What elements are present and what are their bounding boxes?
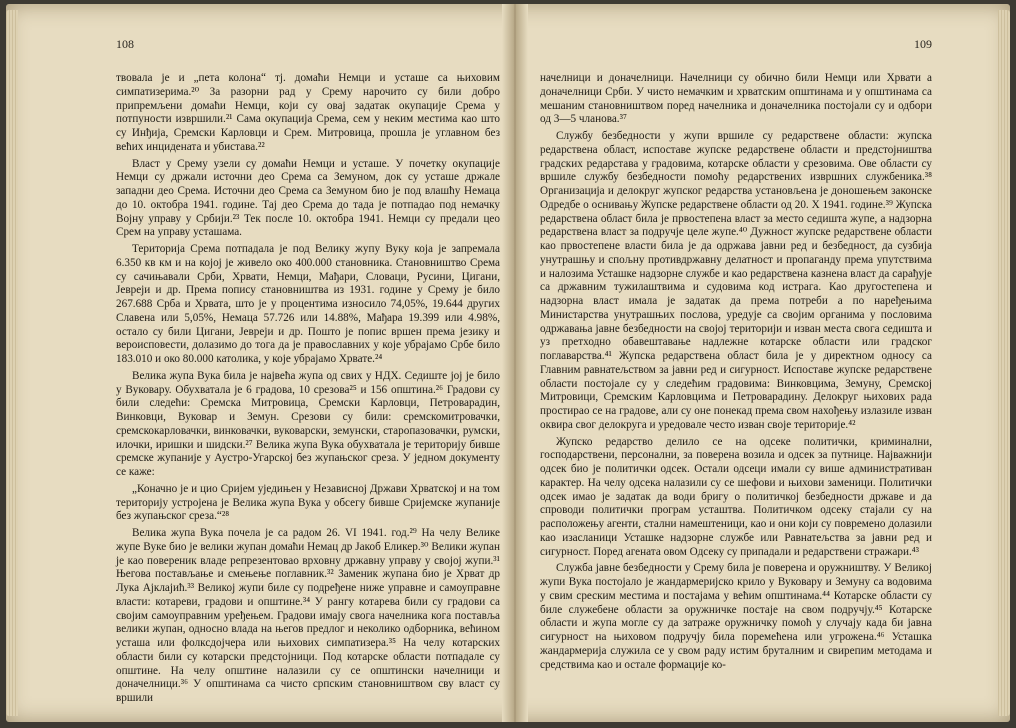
book-spread — [6, 4, 1010, 722]
paragraph: Службу безбедности у жупи вршиле су редарствене области: жупска редарствена област, испоставе жупске редарствене области и предстојништва градских редарстава у градовима, котарске области у срезовима. Ове области су вршиле службу безбедности помоћу редарствених извршних службеника.³⁸ Организација и делокруг жупског редарства установљена је доношењем законске Одредбе о оснивању Жупске редарствене области од 20. X 1941. године.³⁹ Жупска редарствена област била је првостепена власт за место седишта жупе, а надзорна редарствена власт за подручје целе жупе.⁴⁰ Дужност жупске редарствене области као првостепене власти била је да одржава јавни ред и безбедност, да сузбија унутрашњу и спољну противдржавну делатност и пропаганду према упутствима и налозима Усташке надзорне службе и као редарствена казнена власт да сарађује са државним тужилаштвима и судовима код истрага. Као другостепена и надзорна власт имала је задатак да према потреби а по наређењима Министарства унутрашњих послова, уредује са својим органима у пословима одржавања јавне безбедности на својој територији и изван места свога седишта и уз претходно обавештавање надлежне котарске области или градског поглаварства.⁴¹ Жупска редарствена област била је у директном односу са Главним равнатељством за јавни ред и сигурност. Испоставе жупске редарствене области постојале су у следећим градовима: Винковцима, Земуну, Сремској Митровици, Сремским Карловцима и Петроварадину. Делокруг њихових рада простирао се на градове, али су оне понекад према свом нахођењу излазиле изван оквира свог делокруга и уредовале често изван своје територије.⁴² — [540, 130, 932, 431]
page-number: 109 — [914, 37, 932, 51]
paragraph: Служба јавне безбедности у Срему била је поверена и оружништву. У Великој жупи Вука постојало је жандармеријско крило у Вуковару и Земуну са водовима у свим среским местима и постајама у већим општинама.⁴⁴ Котарске области су биле служебене области за оружничке постаје на свом подручју.⁴⁵ Котарске области и жупа могле су да затраже оружничку помоћ у случају када би јавна сигурност на њиховом подручју била поремећена или угрожена.⁴⁶ Усташка жандармерија служила се у свом раду истим бруталним и свирепим методама и средствима као и остале формације ко- — [540, 562, 932, 671]
page-edges-right — [998, 10, 1010, 716]
paragraph: Власт у Срему узели су домаћи Немци и усташе. У почетку окупације Немци су држали источни део Срема са Земуном, док су усташе држале западни део Срема. Источни део Срема са Земуном био је под влашћу Немаца до 10. октобра 1941. године. Тај део Срема до тада је потпадао под немачку Војну управу у Србији.²³ Тек после 10. октобра 1941. Немци су предали цео Срем на управу усташама. — [116, 157, 500, 239]
paragraph: Велика жупа Вука била је највећа жупа од свих у НДХ. Седиште јој је било у Вуковару. Обухватала је 6 градова, 10 срезова²⁵ и 156 општина.²⁶ Градови су били следећи: Сремска Митровица, Сремски Карловци, Петроварадин, Винковци, Вуковар и Земун. Срезови су били: сремскомитровачки, сремскокарловачки, винковачки, вуковарски, земунски, старопазовачки, румски, илочки, иришки и шидски.²⁷ Велика жупа Вука обухватала је територију бивше сремске жупаније у Аустро-Угарској без жупањског среза. У једном документу се каже: — [116, 369, 500, 478]
page-number: 108 — [116, 37, 134, 51]
paragraph: Велика жупа Вука почела је са радом 26. VI 1941. год.²⁹ На челу Велике жупе Вуке био је велики жупан домаћи Немац др Јакоб Еликер.³⁰ Велики жупан је као повереник владе репрезентовао врховну државну управу у својој жупи.³¹ Његова постављање и смењење поглавник.³² Заменик жупана био је Хрват др Лука Ајклајић.³³ Великој жупи биле су подређене ниже управне и самоуправне власти: котареви, градови и општине.³⁴ У рангу котарева били су градови са својим самоуправним уређењем. Градови имају свога начелника кога поставља велики жупан, односно влада на његов предлог и неколико одборника, већином усташа или фолксдојчера или њихових симпатизера.³⁵ На челу котарских области били су котарски предстојници. Под котарске области потпадале су општине. На челу општине налазили су се општински начелници и доначелници.³⁶ У општинама са чисто српским становништвом сву власт су вршили — [116, 527, 500, 704]
page-text — [540, 72, 932, 672]
paragraph: твовала је и „пета колона“ тј. домаћи Немци и усташе са њиховим симпатизерима.²⁰ За разорни рад у Срему нарочито су били добро припремљени домаћи Немци, који су овај задатак окупације Срема у потпуности извршили.²¹ Сама окупација Срема, сем у неким местима као што су Инђија, Сремски Карловци и Срем. Митровица, прошла је углавном без већих инцидената и убистава.²² — [116, 72, 500, 153]
paragraph: начелници и доначелници. Начелници су обично били Немци или Хрвати а доначелници Срби. У чисто немачким и хрватским општинама и у општинама са мешаним становништвом поред начелника и доначелника постојали су и одбори од 3—5 чланова.³⁷ — [540, 72, 932, 126]
page-edges-left — [6, 10, 18, 716]
page-text — [116, 72, 500, 706]
quotation: „Коначно је и цио Сријем уједињен у Независној Држави Хрватској и на том територију устројена је Велика жупа Вука у обсегу бивше Сријемске жупаније без жупањског среза.“²⁸ — [116, 482, 500, 523]
paragraph: Територија Срема потпадала је под Велику жупу Вуку која је запремала 6.350 кв км и на којој је живело око 400.000 становника. Становништво Срема су сачињавали Срби, Хрвати, Немци, Мађари, Словаци, Русини, Цигани, Јевреји и др. Према попису становништва из 1931. године у Срему је било 267.688 Срба и Хрвата, што је у процентима износило 74,05%, 19.644 других Славена или 5,05%, Немаца 57.726 или 14.88%, Мађара 19.399 или 4.98%, остало су били Цигани, Јевреји и др. Пошто је попис вршен према језику и вероисповести, долазимо до тога да је православних у којe убрајамо Србе било 183.010 и око 80.000 католика, у које убрајамо Хрвате.²⁴ — [116, 243, 500, 365]
book-gutter — [502, 4, 528, 722]
paragraph: Жупско редарство делило се на одсеке политички, криминални, господарствени, персонални, за поверена возила и одсек за путнице. Најважнији одсек био је политички одсек. Остали одсеци имали су више административан карактер. На челу одсека налазили су се шефови и њихови заменици. Политички одсек имао је задатак да води бригу о политичкој безбедности државе и да спроводи политички програм усташтва. Политичком одсеку стајали су на расположењу агенти, стални намештеници, као и они који су повремено долазили као изасланици Усташке надзорне службе или Равнатељства за јавни ред и сигурност. Поред агената овом Одсеку су припадали и редарствени стражари.⁴³ — [540, 435, 932, 558]
